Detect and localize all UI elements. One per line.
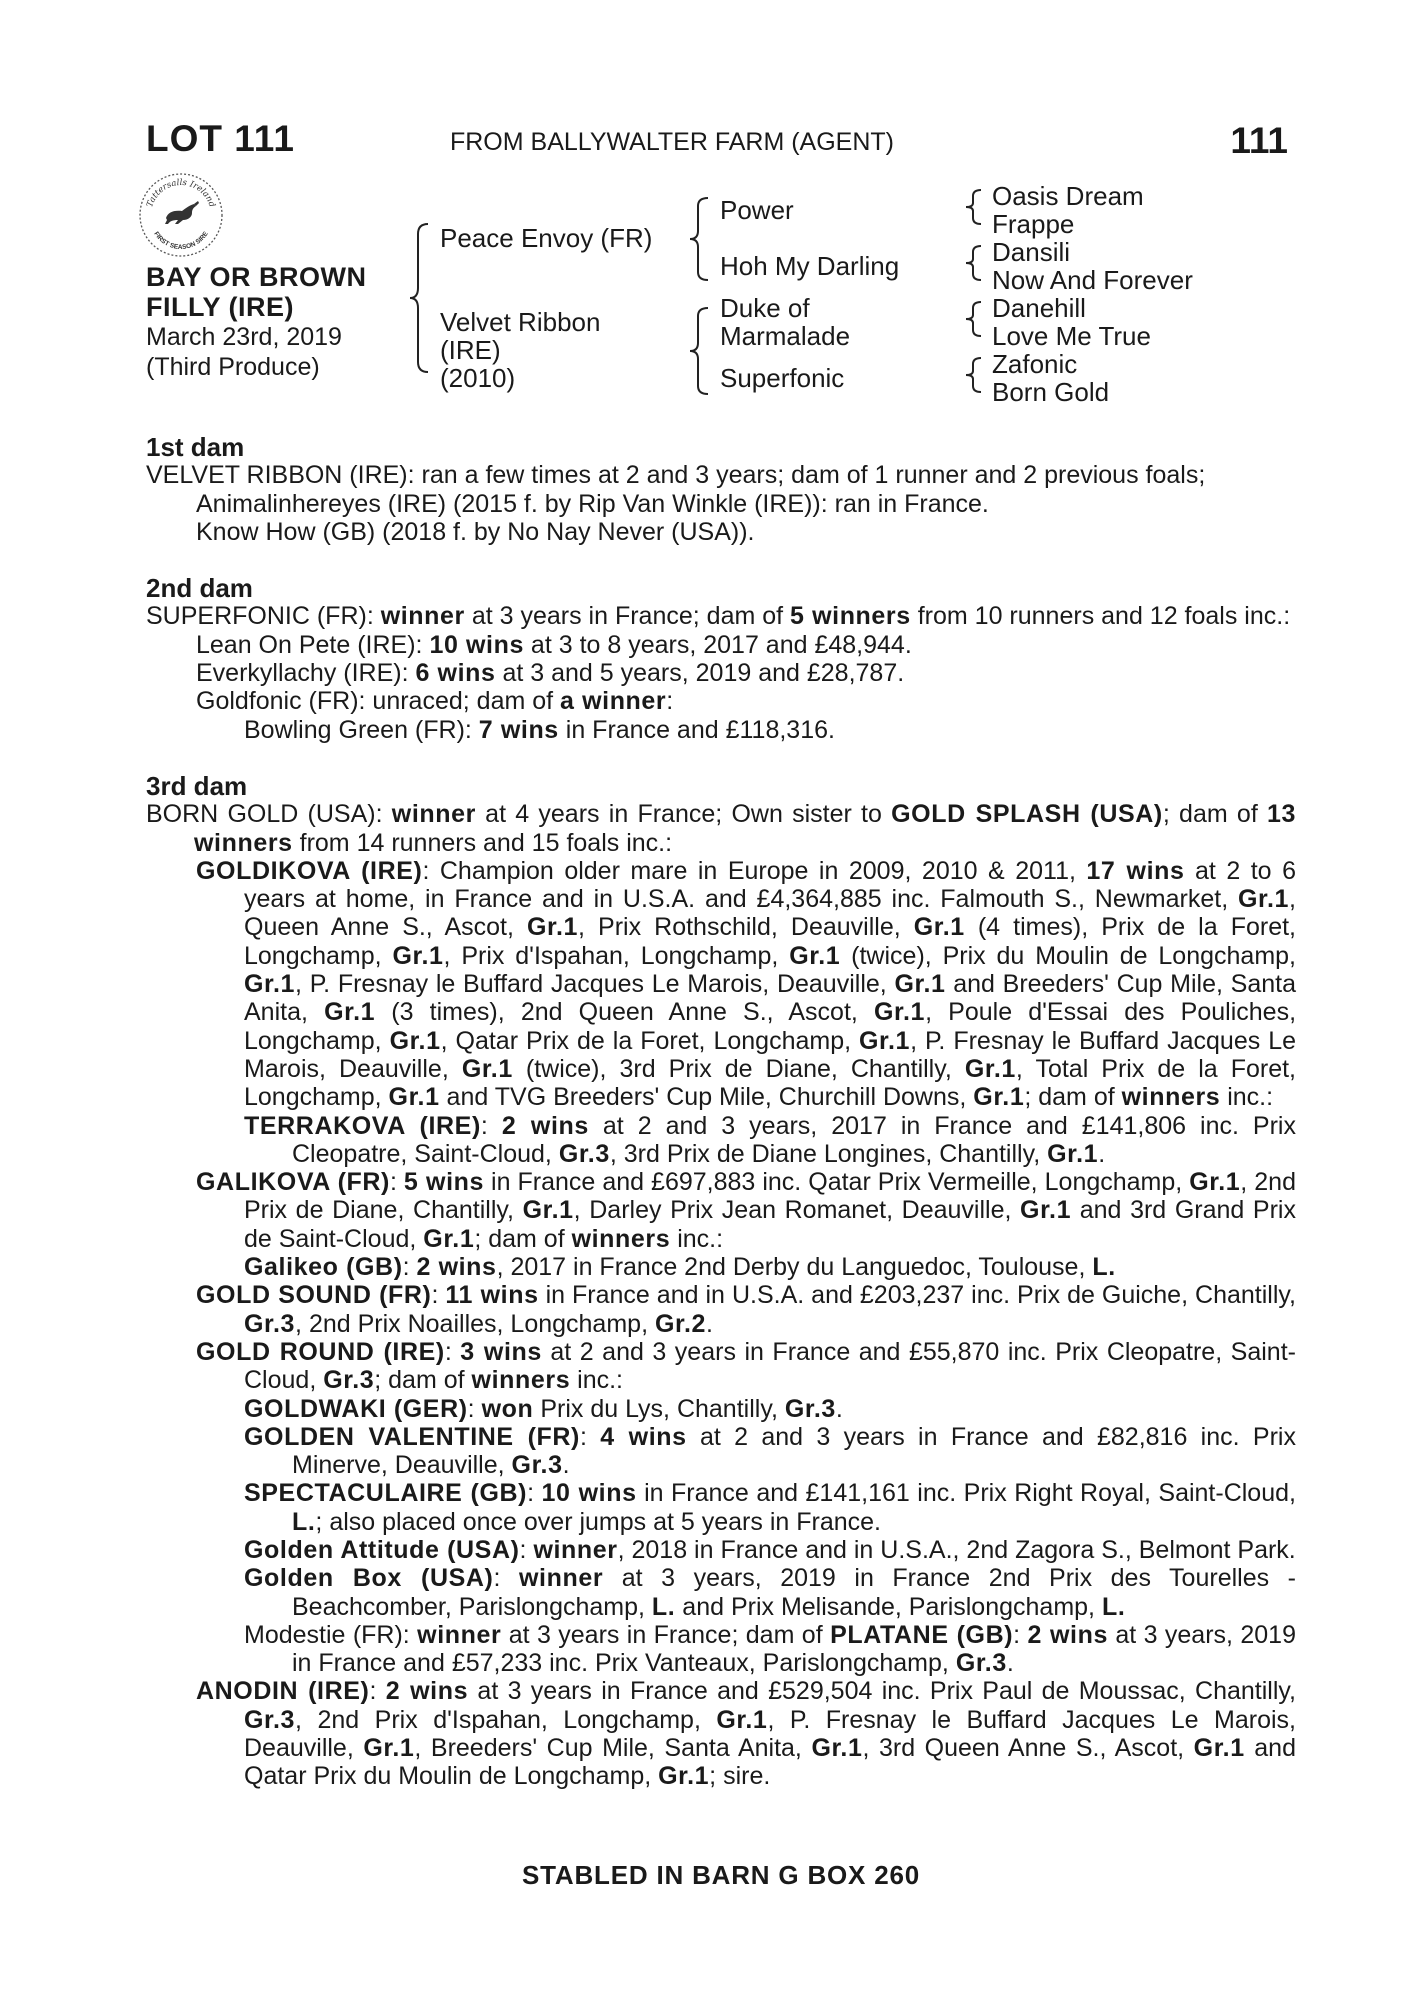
pedigree-dam-dam: Superfonic <box>720 363 845 393</box>
svg-text:FIRST SEASON SIRE <box>152 230 210 251</box>
pedigree-sds: Dansili <box>992 237 1071 267</box>
second-dam-foal-2: Everkyllachy (IRE): 6 wins at 3 and 5 years, 2019 and £28,787. <box>196 659 905 688</box>
first-dam-foal-2: Know How (GB) (2018 f. by No Nay Never (USA)). <box>196 517 755 546</box>
horse-produce: (Third Produce) <box>146 353 320 381</box>
pedigree-dsd: Love Me True <box>992 321 1151 351</box>
pedigree-ddd: Born Gold <box>992 377 1110 407</box>
pedigree-dam-sire-line2: Marmalade <box>720 321 851 351</box>
third-dam-entry: BORN GOLD (USA): winner at 4 years in France; Own sister to GOLD SPLASH (USA); dam of 13 winners from 14 runners and 15 foals inc.: <box>146 800 1297 857</box>
galikova-entry: GALIKOVA (FR): 5 wins in France and £697,883 inc. Qatar Prix Vermeille, Longchamp, Gr.1, 2nd Prix de Diane, Chantilly, Gr.1, Darley Prix Jean Romanet, Deauville, Gr.1 and 3rd Grand Prix de Saint-Cloud, Gr.1; dam of winners inc.: <box>196 1168 1296 1253</box>
third-dam-heading: 3rd dam <box>146 770 248 801</box>
pedigree-ssd: Frappe <box>992 209 1075 239</box>
pedigree-brace-4 <box>963 356 983 394</box>
pedigree-dam <box>440 308 600 392</box>
pedigree-sire: Peace Envoy (FR) <box>440 223 653 253</box>
pedigree-brace-dam <box>688 306 710 396</box>
gold-sound-entry: GOLD SOUND (FR): 11 wins in France and in U.S.A. and £203,237 inc. Prix de Guiche, Chantilly, Gr.3, 2nd Prix Noailles, Longchamp, Gr.2. <box>196 1281 1296 1338</box>
pedigree-dam-line3: (2010) <box>440 363 516 393</box>
pedigree-dds: Zafonic <box>992 349 1078 379</box>
vendor-name: FROM BALLYWALTER FARM (AGENT) <box>449 128 895 156</box>
golden-box-entry: Golden Box (USA): winner at 3 years, 2019 in France 2nd Prix des Tourelles - Beachcomber, Parislongchamp, L. and Prix Melisande, Parislongchamp, L. <box>244 1564 1296 1621</box>
pedigree-dss: Danehill <box>992 293 1086 323</box>
galikeo-entry: Galikeo (GB): 2 wins, 2017 in France 2nd Derby du Languedoc, Toulouse, L. <box>244 1253 1116 1282</box>
first-season-sire-seal <box>138 172 224 258</box>
golden-valentine-entry: GOLDEN VALENTINE (FR): 4 wins at 2 and 3 years in France and £82,816 inc. Prix Minerve, Deauville, Gr.3. <box>244 1422 1296 1480</box>
pedigree-sss: Oasis Dream <box>992 181 1144 211</box>
terrakova-entry: TERRAKOVA (IRE): 2 wins at 2 and 3 years, 2017 in France and £141,806 inc. Prix Cleopatre, Saint-Cloud, Gr.3, 3rd Prix de Diane Longines, Chantilly, Gr.1. <box>244 1111 1296 1168</box>
second-dam-grandfoal-1: Bowling Green (FR): 7 wins in France and £118,316. <box>244 715 835 744</box>
pedigree-dam-sire-line1: Duke of <box>720 293 810 323</box>
second-dam-foal-3: Goldfonic (FR): unraced; dam of a winner: <box>196 687 674 716</box>
pedigree-brace-gen1 <box>408 222 430 374</box>
goldikova-entry: GOLDIKOVA (IRE): Champion older mare in Europe in 2009, 2010 & 2011, 17 wins at 2 to 6 years at home, in France and in U.S.A. and £4,364,885 inc. Falmouth S., Newmarket, Gr.1, Queen Anne S., Ascot, Gr.1, Prix Rothschild, Deauville, Gr.1 (4 times), Prix de la Foret, Longchamp, Gr.1, Prix d'Ispahan, Longchamp, Gr.1 (twice), Prix du Moulin de Longchamp, Gr.1, P. Fresnay le Buffard Jacques Le Marois, Deauville, Gr.1 and Breeders' Cup Mile, Santa Anita, Gr.1 (3 times), 2nd Queen Anne S., Ascot, Gr.1, Poule d'Essai des Pouliches, Longchamp, Gr.1, Qatar Prix de la Foret, Longchamp, Gr.1, P. Fresnay le Buffard Jacques Le Marois, Deauville, Gr.1 (twice), 3rd Prix de Diane, Chantilly, Gr.1, Total Prix de la Foret, Longchamp, Gr.1 and TVG Breeders' Cup Mile, Churchill Downs, Gr.1; dam of winners inc.: <box>196 856 1297 1112</box>
anodin-entry: ANODIN (IRE): 2 wins at 3 years in France and £529,504 inc. Prix Paul de Moussac, Chantilly, Gr.3, 2nd Prix d'Ispahan, Longchamp, Gr.1, P. Fresnay le Buffard Jacques Le Marois, Deauville, Gr.1, Breeders' Cup Mile, Santa Anita, Gr.1, 3rd Queen Anne S., Ascot, Gr.1 and Qatar Prix du Moulin de Longchamp, Gr.1; sire. <box>196 1677 1296 1791</box>
second-dam-heading: 2nd dam <box>146 573 253 604</box>
pedigree-brace-3 <box>963 300 983 338</box>
horse-icon <box>165 201 199 224</box>
pedigree-sire-sire: Power <box>720 195 794 225</box>
horse-description <box>146 262 367 382</box>
golden-attitude-entry: Golden Attitude (USA): winner, 2018 in France and in U.S.A., 2nd Zagora S., Belmont Park. <box>244 1535 1296 1564</box>
seal-top-text: Tattersalls Ireland <box>145 177 217 209</box>
gold-round-entry: GOLD ROUND (IRE): 3 wins at 2 and 3 years in France and £55,870 inc. Prix Cleopatre, Saint-Cloud, Gr.3; dam of winners inc.: <box>196 1337 1296 1395</box>
second-dam-entry: SUPERFONIC (FR): winner at 3 years in France; dam of 5 winners from 10 runners and 12 foals inc.: <box>146 602 1291 631</box>
pedigree-sire-dam: Hoh My Darling <box>720 251 900 281</box>
pedigree-sdd: Now And Forever <box>992 265 1193 295</box>
lot-number: 111 <box>1230 120 1288 161</box>
modestie-entry: Modestie (FR): winner at 3 years in France; dam of PLATANE (GB): 2 wins at 3 years, 2019 in France and £57,233 inc. Prix Vanteaux, Parislongchamp, Gr.3. <box>244 1620 1296 1678</box>
pedigree-brace-2 <box>963 244 983 282</box>
horse-desc-line2: FILLY (IRE) <box>146 292 295 322</box>
pedigree-dam-line1: Velvet Ribbon <box>440 307 601 337</box>
pedigree-brace-sire <box>688 196 710 282</box>
lot-title: LOT 111 <box>146 118 295 159</box>
first-dam-entry: VELVET RIBBON (IRE): ran a few times at 2 and 3 years; dam of 1 runner and 2 previous foals; <box>146 461 1206 490</box>
second-dam-foal-1: Lean On Pete (IRE): 10 wins at 3 to 8 years, 2017 and £48,944. <box>196 630 912 659</box>
pedigree-dam-line2: (IRE) <box>440 335 501 365</box>
goldwaki-entry: GOLDWAKI (GER): won Prix du Lys, Chantilly, Gr.3. <box>244 1394 843 1423</box>
catalogue-body <box>146 433 1296 1791</box>
horse-dob: March 23rd, 2019 <box>146 323 342 351</box>
lot-header <box>146 118 1288 168</box>
first-dam-heading: 1st dam <box>146 432 245 462</box>
spectaculaire-entry: SPECTACULAIRE (GB): 10 wins in France and £141,161 inc. Prix Right Royal, Saint-Cloud, L.; also placed once over jumps at 5 years in France. <box>244 1479 1296 1536</box>
stabling-info: STABLED IN BARN G BOX 260 <box>521 1860 920 1890</box>
pedigree-dam-sire <box>720 294 850 350</box>
seal-bottom-text: FIRST SEASON SIRE <box>152 230 210 252</box>
pedigree-brace-1 <box>963 188 983 226</box>
horse-desc-line1: BAY OR BROWN <box>146 262 367 292</box>
first-dam-foal-1: Animalinhereyes (IRE) (2015 f. by Rip Van Winkle (IRE)): ran in France. <box>196 489 989 518</box>
